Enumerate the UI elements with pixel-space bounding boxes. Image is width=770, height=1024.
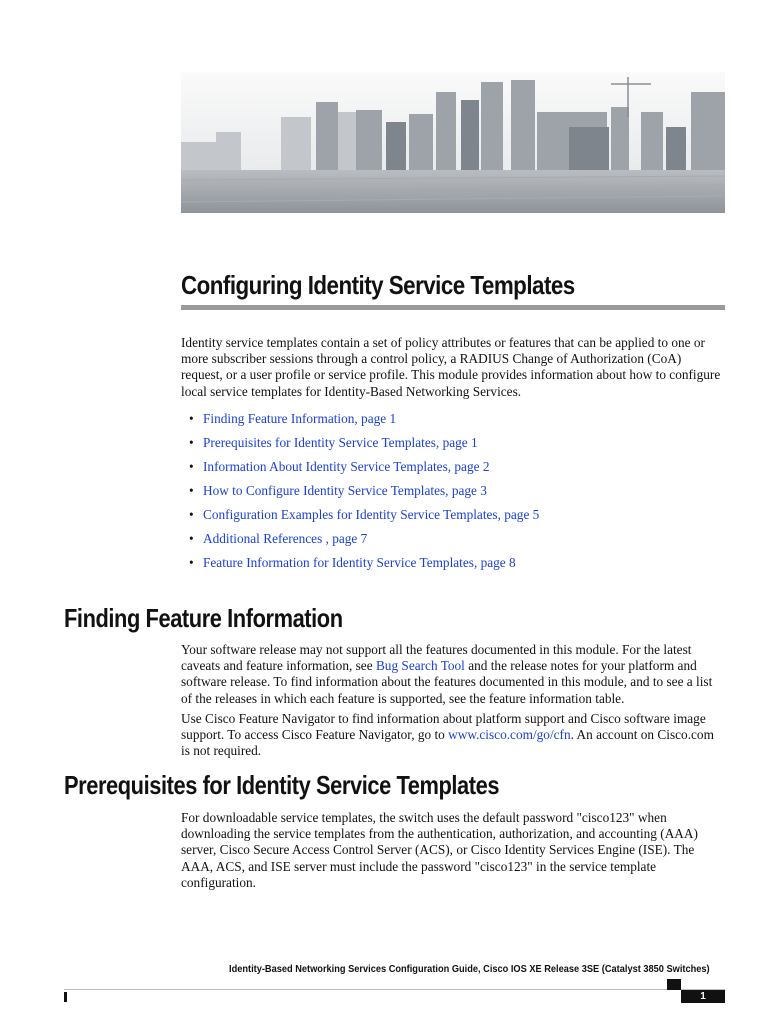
toc-link-feature-information[interactable]: Feature Information for Identity Service Templates, page 8 — [203, 555, 516, 570]
finding-p1-text-before: Your software release may not support all the features documented in this module. For the latest caveats and feature information, see — [181, 642, 692, 674]
title-rule — [181, 305, 725, 310]
toc-item — [189, 554, 725, 578]
table-of-contents — [189, 410, 725, 578]
toc-item — [189, 458, 725, 482]
bullet-icon: • — [189, 483, 194, 498]
footer-rule — [64, 989, 725, 990]
toc-link-finding-feature-information[interactable]: Finding Feature Information, page 1 — [203, 411, 397, 426]
toc-item — [189, 482, 725, 506]
bullet-icon: • — [189, 531, 194, 546]
toc-link-how-to-configure[interactable]: How to Configure Identity Service Templates, page 3 — [203, 483, 487, 498]
chapter-title: Configuring Identity Service Templates — [181, 270, 575, 300]
cityscape-banner-image — [181, 72, 725, 213]
finding-p2-text-after: . An account on Cisco.com is not required. — [181, 727, 714, 759]
bug-search-tool-link[interactable]: Bug Search Tool — [375, 658, 465, 674]
finding-paragraph-2 — [181, 711, 725, 760]
toc-item — [189, 434, 725, 458]
bullet-icon: • — [189, 459, 194, 474]
toc-item — [189, 410, 725, 434]
toc-item — [189, 506, 725, 530]
page-tab-marker — [667, 979, 681, 990]
bullet-icon: • — [189, 507, 194, 522]
bullet-icon: • — [189, 555, 194, 570]
cisco-feature-navigator-link[interactable]: www.cisco.com/go/cfn — [448, 727, 571, 743]
finding-paragraph-1 — [181, 642, 725, 707]
bullet-icon: • — [189, 435, 194, 450]
chapter-intro: Identity service templates contain a set of policy attributes or features that can be applied to one or more subscriber sessions through a control policy, a RADIUS Change of Authorization (CoA) request, or a user profile or service profile. This module provides information about how to configure local service templates for Identity-Based Networking Services. — [181, 335, 721, 399]
footer-guide-title: Identity-Based Networking Services Configuration Guide, Cisco IOS XE Release 3SE (Catalyst 3850 Switches) — [229, 963, 710, 975]
page-number: 1 — [681, 990, 725, 1003]
footer-tick-mark — [64, 992, 67, 1002]
toc-item — [189, 530, 725, 554]
section-title-prerequisites: Prerequisites for Identity Service Templates — [64, 770, 500, 800]
section-title-finding-feature-information: Finding Feature Information — [64, 603, 343, 633]
toc-link-additional-references[interactable]: Additional References , page 7 — [203, 531, 368, 546]
finding-p1-text-after: and the release notes for your platform and software release. To find information about the features documented in this module, and to see a list of the releases in which each feature is supported, see the feature information table. — [181, 658, 713, 706]
toc-link-prerequisites[interactable]: Prerequisites for Identity Service Templates, page 1 — [203, 435, 478, 450]
prerequisites-paragraph: For downloadable service templates, the switch uses the default password "cisco123" when downloading the service templates from the authentication, authorization, and accounting (AAA) server, Cisco Secure Access Control Server (ACS), or Cisco Identity Services Engine (ISE). The AAA, ACS, and ISE server must include the password "cisco123" in the service template configuration. — [181, 810, 698, 890]
toc-link-configuration-examples[interactable]: Configuration Examples for Identity Service Templates, page 5 — [203, 507, 540, 522]
toc-link-information-about[interactable]: Information About Identity Service Templates, page 2 — [203, 459, 490, 474]
finding-p2-text-before: Use Cisco Feature Navigator to find information about platform support and Cisco software image support. To access Cisco Feature Navigator, go to — [181, 711, 706, 743]
bullet-icon: • — [189, 411, 194, 426]
